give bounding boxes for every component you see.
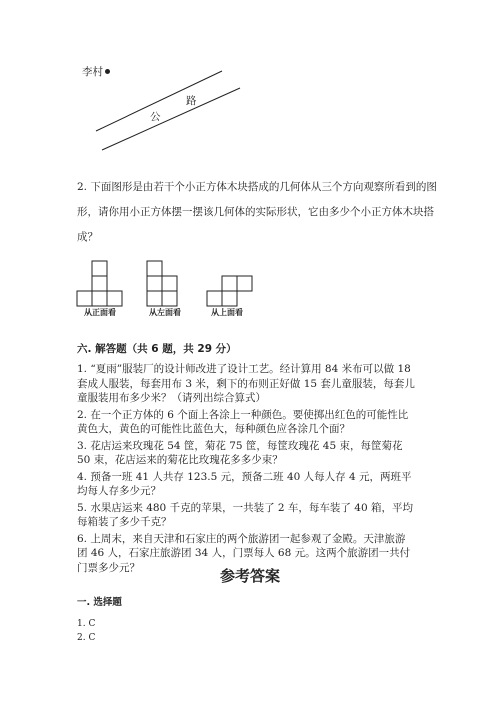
answer-item-1: 1. C — [77, 619, 96, 629]
road-char-2: 路 — [186, 95, 197, 107]
question-2-line-2: 形，请你用小正方体摆一摆该几何体的实际形状，它由多少个小正方体木块搭 — [77, 206, 434, 218]
front-view-caption: 从正面看 — [84, 308, 116, 317]
three-view-figures — [0, 255, 500, 320]
top-view-caption: 从上面看 — [211, 308, 243, 317]
question-2-line-1: 2. 下面图形是由若干个小正方体木块搭成的几何体从三个方向观察所看到的图 — [77, 181, 437, 193]
left-view-caption: 从左面看 — [149, 308, 181, 317]
problem-item-6: 6. 上周末，来自天津和石家庄的两个旅游团一起参观了金殿。天津旅游团 46 人，石家庄旅游团 34 人，门票每人 68 元。这两个旅游团一共付门票多少元？ — [77, 532, 411, 574]
road-char-1: 公 — [150, 111, 161, 123]
road-lines — [0, 0, 500, 170]
problem-item-2: 2. 在一个正方体的 6 个面上各涂上一种颜色。要使掷出红色的可能性比黄色大，黄色的可能性比蓝色大，每种颜色应各涂几个面？ — [77, 408, 409, 435]
map-figure — [0, 0, 500, 170]
section-6-title: 六. 解答题（共 6 题，共 29 分） — [77, 343, 237, 355]
answers-section-title: 一. 选择题 — [77, 597, 122, 608]
problem-item-5: 5. 水果店运来 480 千克的苹果，一共装了 2 车，每车装了 40 箱，平均每箱装了多少千克？ — [77, 501, 413, 528]
problem-item-3: 3. 花店运来玫瑰花 54 筐，菊花 75 筐，每筐玫瑰花 45 束，每筐菊花 50 束，花店运来的菊花比玫瑰花多多少束？ — [77, 439, 403, 466]
problem-item-1: 1. “夏雨”服装厂的设计师改进了设计工艺。经计算用 84 米布可以做 18 套成人服装，每套用布 3 米，剩下的布则正好做 15 套儿童服装，每套儿童服装用布多少米？（请列出综合算式） — [77, 363, 415, 404]
question-2-text — [77, 180, 437, 255]
question-2-line-3: 成？ — [77, 231, 98, 243]
answer-item-2: 2. C — [77, 633, 96, 643]
answers-title: 参考答案 — [219, 567, 280, 585]
village-label: 李村 — [82, 66, 103, 78]
problem-item-4: 4. 预备一班 41 人共存 123.5 元，预备二班 40 人每人存 4 元，两班平均每人存多少元？ — [77, 470, 412, 497]
section-6-list — [77, 362, 415, 575]
